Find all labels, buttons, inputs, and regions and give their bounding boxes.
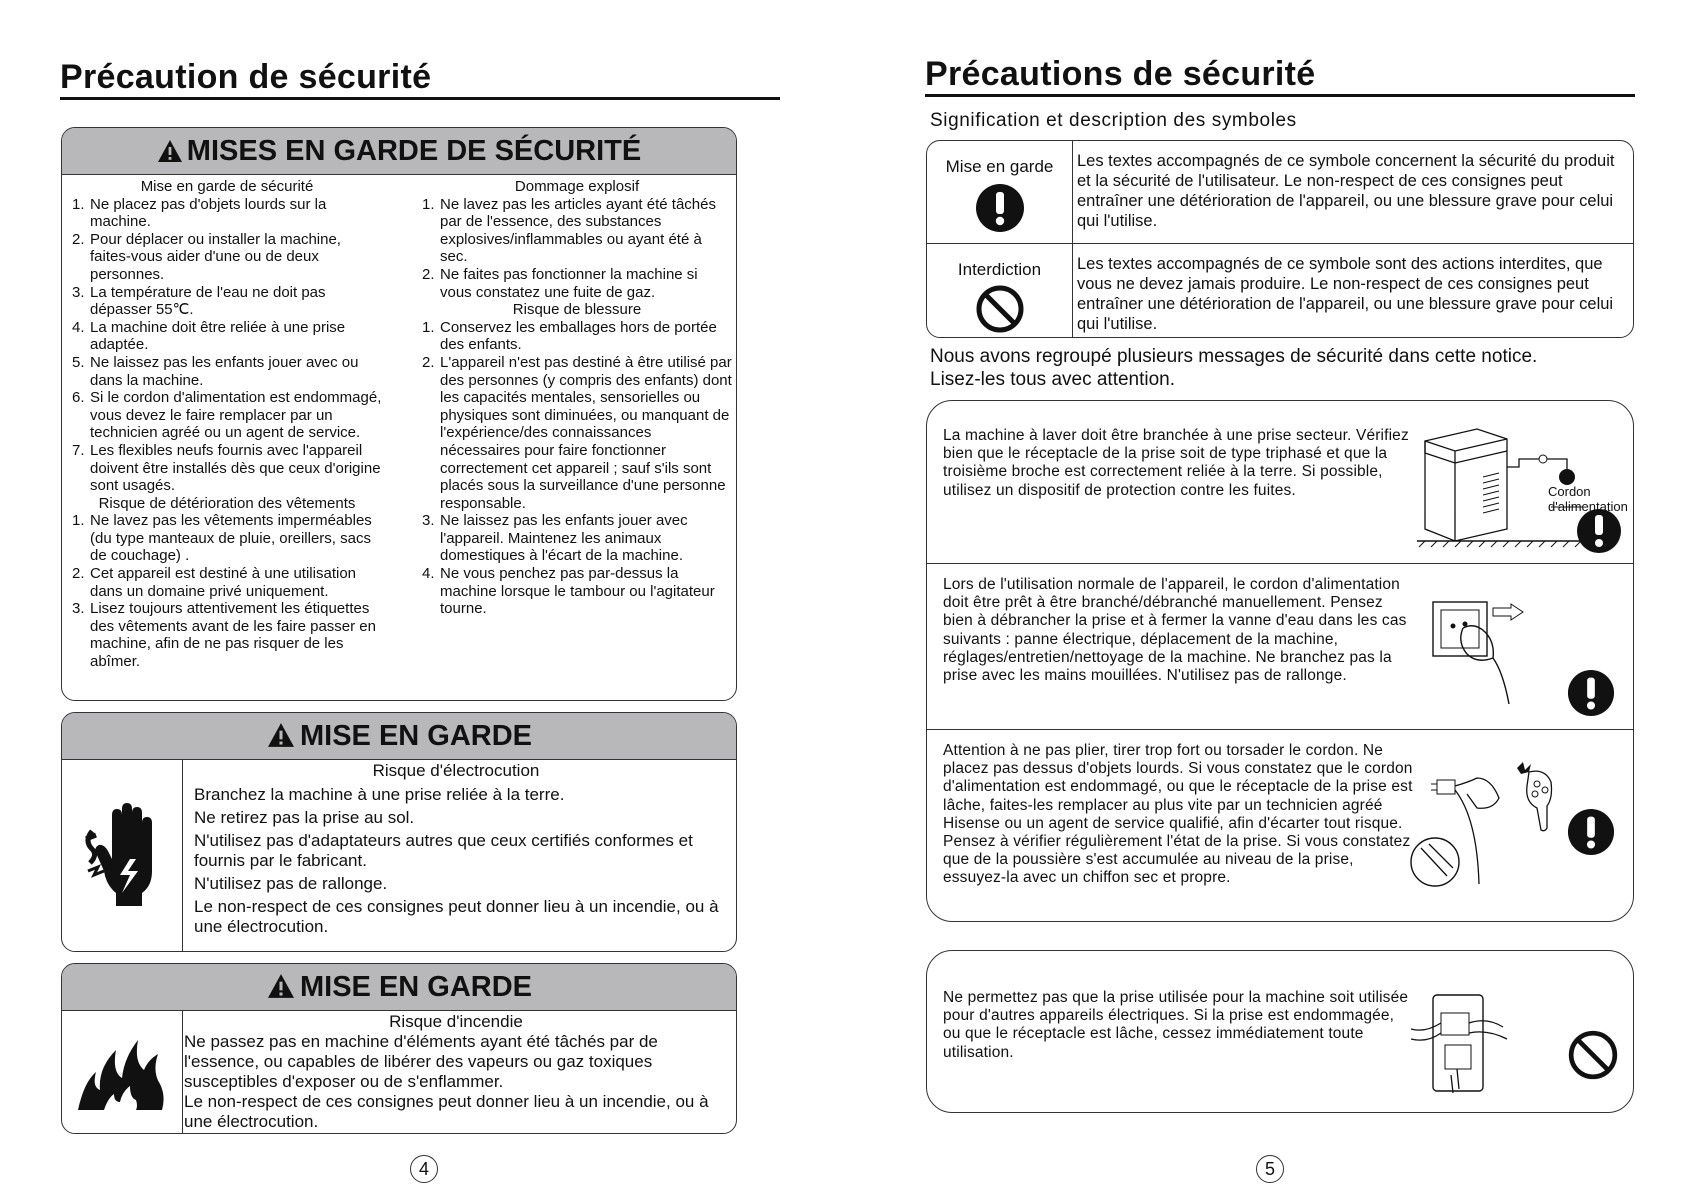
symbol-label-cell — [927, 141, 1073, 243]
item-text: Ne vous penchez pas par-dessus la machine lorsque le tambour ou l'agitateur tourne. — [440, 565, 715, 618]
item-text: Ne lavez pas les articles ayant été tâchés par de l'essence, des substances explosives/inflammables ou ayant été à sec. — [440, 195, 716, 266]
item-number: 4. — [72, 318, 85, 336]
list-item — [422, 196, 732, 266]
unplug-section — [927, 564, 1633, 730]
list-item — [72, 442, 382, 495]
outlet-sharing-text: Ne permettez pas que la prise utilisée pour la machine soit utilisée pour d'autres appareils électriques. Si la prise est endommagée, ou que le réceptacle est lâche, cessez immédiatement toute utilisation. — [943, 989, 1409, 1061]
right-title-rule — [925, 94, 1635, 97]
column-heading: Risque de blessure — [512, 301, 642, 319]
fire-icon-cell — [62, 1011, 183, 1133]
item-text: Ne faites pas fonctionner la machine si vous constatez une fuite de gaz. — [440, 265, 698, 301]
list-item — [422, 266, 732, 301]
electrocution-warning-header: MISE EN GARDE — [62, 713, 736, 760]
safety-warnings-box — [61, 127, 737, 701]
column-heading: Risque de détérioration des vêtements — [98, 494, 356, 512]
grounding-text: La machine à laver doit être branchée à une prise secteur. Vérifiez bien que le réceptacle de la prise soit de type triphasé et que la troisième broche est correctement reliée à la terre. Si possible, utilisez un dispositif de protection contre les fuites. — [943, 427, 1409, 499]
item-text: Cet appareil est destiné à une utilisation dans un domaine privé uniquement. — [90, 565, 357, 600]
warning-line: Ne passez pas en machine d'éléments ayant été tâchés par de l'essence, ou capables de libérer des vapeurs ou gaz toxiques susceptibles d'exposer ou de s'enflammer. — [184, 1032, 658, 1091]
page-number-left: 4 — [410, 1155, 438, 1183]
safety-column-1 — [72, 178, 382, 671]
list-item — [72, 319, 382, 354]
item-text: La machine doit être reliée à une prise adaptée. — [90, 318, 346, 354]
symbols-table — [926, 140, 1634, 338]
list-item — [72, 196, 382, 231]
intro-text: Nous avons regroupé plusieurs messages de sécurité dans cette notice. Lisez-les tous avec attention. — [930, 346, 1538, 390]
list-item — [422, 565, 732, 618]
list-item — [72, 354, 382, 389]
list-item — [422, 512, 732, 565]
cord-label: Cordon d'alimentation — [1548, 484, 1628, 514]
item-number: 2. — [72, 230, 85, 248]
list-item — [72, 389, 382, 442]
fire-warning-header: MISE EN GARDE — [62, 964, 736, 1011]
warning-triangle-icon — [266, 722, 296, 748]
grounding-section — [927, 401, 1633, 564]
safety-instructions-box — [926, 400, 1634, 922]
item-number: 3. — [422, 512, 435, 530]
mandatory-exclamation-icon — [1567, 669, 1615, 717]
safety-warnings-header: MISES EN GARDE DE SÉCURITÉ — [62, 128, 736, 175]
right-page-title: Précautions de sécurité — [925, 55, 1316, 93]
symbol-label: Mise en garde — [945, 157, 1054, 176]
warning-line: Ne retirez pas la prise au sol. — [194, 808, 415, 827]
mandatory-exclamation-icon — [1567, 808, 1615, 856]
warning-triangle-icon — [157, 139, 183, 163]
item-number: 1. — [72, 512, 85, 530]
item-text: L'appareil n'est pas destiné à être utilisé par des personnes (y compris des enfants) dont les capacités mentales, sensorielles ou physiques sont diminuées, ou manquant de l'expérience/des connaissances nécessaires pour faire fonctionner correctement cet appareil ; sauf s'ils sont placés sous la surveillance d'une personne responsable. — [440, 353, 732, 512]
damaged-cord-illustration — [1407, 758, 1567, 888]
item-text: Lisez toujours attentivement les étiquettes des vêtements avant de les faire passer en machine, afin de ne pas risquer de les abîmer. — [90, 600, 376, 671]
electrocution-warning-box — [61, 712, 737, 952]
symbol-description: Les textes accompagnés de ce symbole concernent la sécurité du produit et la sécurité de l'utilisateur. Le non-respect de ces consignes peut entraîner une détérioration de l'appareil, ou une blessure grave pour celui qui l'utilise. — [1077, 152, 1615, 230]
outlet-sharing-box — [926, 950, 1634, 1113]
cord-care-text: Attention à ne pas plier, tirer trop fort ou torsader le cordon. Ne placez pas dessus d'objets lourds. Si vous constatez que le cordon d'alimentation est endommagé, ou que le réceptacle de la prise est lâche, faites-les remplacer au plus vite par un technicien agréé Hisense ou un agent de service qualifié, afin d'écarter tout risque. Pensez à vérifier régulièrement l'état de la prise. Si vous constatez que de la poussière s'est accumulée au niveau de la prise, essuyez-la avec un chiffon sec et propre. — [943, 742, 1413, 887]
symbols-subtitle: Signification et description des symboles — [930, 110, 1297, 131]
electrocution-subtitle: Risque d'électrocution — [372, 761, 540, 780]
item-text: La température de l'eau ne doit pas dépasser 55℃. — [90, 283, 326, 319]
item-text: Conservez les emballages hors de portée des enfants. — [440, 318, 717, 354]
list-item — [72, 231, 382, 284]
item-text: Ne laissez pas les enfants jouer avec l'appareil. Maintenez les animaux domestiques à l'écart de la machine. — [440, 512, 688, 565]
warning-line: N'utilisez pas d'adaptateurs autres que ceux certifiés conformes et fournis par le fabricant. — [194, 831, 693, 870]
item-number: 3. — [72, 600, 85, 618]
list-item — [72, 600, 382, 670]
fire-flame-icon — [74, 1032, 170, 1112]
electrocution-warning-body — [184, 761, 728, 940]
item-number: 6. — [72, 389, 85, 407]
column-heading: Dommage explosif — [514, 178, 640, 195]
item-number: 3. — [72, 283, 85, 301]
item-text: Les flexibles neufs fournis avec l'appareil doivent être installés dès que ceux d'origine sont usagés. — [90, 441, 381, 495]
item-number: 1. — [422, 318, 435, 336]
list-item — [422, 354, 732, 512]
electric-shock-hand-icon — [82, 801, 162, 911]
item-number: 1. — [72, 195, 85, 213]
symbol-description: Les textes accompagnés de ce symbole sont des actions interdites, que vous ne devez jamais produire. Le non-respect de ces consignes peut entraîner une détérioration de l'appareil, ou une blessure grave pour celui qui l'utilise. — [1077, 255, 1614, 333]
list-item — [72, 565, 382, 600]
item-number: 5. — [72, 353, 85, 371]
left-page-title: Précaution de sécurité — [60, 58, 432, 96]
mandatory-exclamation-icon — [975, 183, 1025, 233]
hand-unplugging-illustration — [1427, 598, 1537, 708]
column-heading: Mise en garde de sécurité — [140, 178, 314, 195]
symbol-label: Interdiction — [957, 260, 1042, 279]
warning-line: N'utilisez pas de rallonge. — [194, 874, 388, 893]
item-number: 2. — [422, 265, 435, 283]
electrocution-icon-cell — [62, 760, 183, 951]
prohibition-icon — [1567, 1029, 1619, 1081]
symbol-row-warning — [927, 141, 1633, 244]
warning-line: Branchez la machine à une prise reliée à la terre. — [194, 785, 565, 804]
list-item — [72, 512, 382, 565]
fire-subtitle: Risque d'incendie — [389, 1012, 523, 1031]
list-item — [422, 319, 732, 354]
item-text: Ne laissez pas les enfants jouer avec ou dans la machine. — [90, 353, 359, 389]
item-number: 1. — [422, 195, 435, 213]
warning-line: Le non-respect de ces consignes peut donner lieu à un incendie, ou à une électrocution. — [194, 897, 719, 936]
unplug-text: Lors de l'utilisation normale de l'appareil, le cordon d'alimentation doit être prêt à être branché/débranché manuellement. Pensez bien à débrancher la prise et à fermer la vanne d'eau dans les cas suivants : panne électrique, déplacement de la machine, réglages/entretien/nettoyage de la machine. Ne branchez pas la prise avec les mains mouillées. N'utilisez pas de rallonge. — [943, 576, 1407, 685]
cord-care-section — [927, 730, 1633, 922]
item-text: Ne lavez pas les vêtements imperméables (du type manteaux de pluie, oreillers, sacs de couchage) . — [90, 512, 372, 565]
warning-triangle-icon — [266, 973, 296, 999]
overloaded-outlet-illustration — [1407, 989, 1527, 1099]
item-number: 2. — [422, 353, 435, 371]
page-number-right: 5 — [1256, 1155, 1284, 1183]
fire-warning-box — [61, 963, 737, 1134]
item-number: 4. — [422, 565, 435, 583]
item-text: Ne placez pas d'objets lourds sur la machine. — [90, 195, 327, 231]
left-title-rule — [60, 97, 780, 100]
item-number: 7. — [72, 441, 85, 459]
safety-column-2 — [422, 178, 732, 618]
warning-line: Le non-respect de ces consignes peut donner lieu à un incendie, ou à une électrocution. — [184, 1092, 709, 1131]
item-number: 2. — [72, 565, 85, 583]
item-text: Pour déplacer ou installer la machine, faites-vous aider d'une ou de deux personnes. — [90, 230, 341, 283]
list-item — [72, 284, 382, 319]
symbol-label-cell — [927, 244, 1073, 338]
prohibition-icon — [975, 284, 1025, 334]
fire-warning-body — [184, 1012, 728, 1132]
symbol-row-prohibition — [927, 244, 1633, 338]
item-text: Si le cordon d'alimentation est endommagé, vous devez le faire remplacer par un technicien agréé ou un agent de service. — [90, 389, 382, 442]
